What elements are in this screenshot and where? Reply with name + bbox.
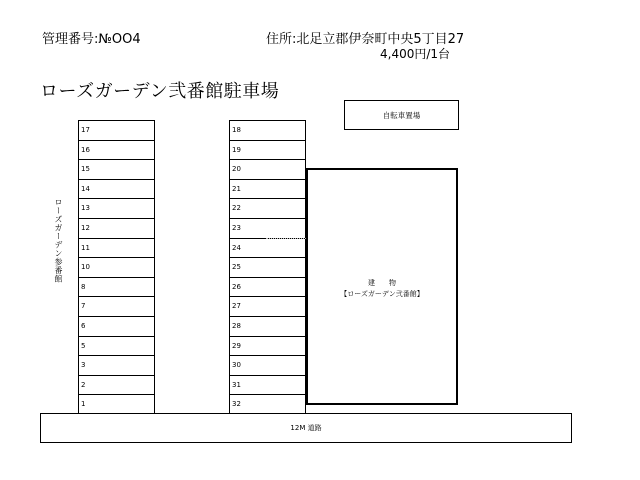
- parking-slot: 16: [79, 141, 154, 161]
- road: 12M 道路: [40, 413, 572, 443]
- building-name: 【ローズガーデン弐番館】: [340, 290, 424, 298]
- building: [306, 168, 458, 405]
- parking-slot: 28: [230, 317, 305, 337]
- parking-slot: 21: [230, 180, 305, 200]
- parking-slot: 6: [79, 317, 154, 337]
- parking-slot: 14: [79, 180, 154, 200]
- building-label: 建 物: [368, 279, 396, 287]
- parking-slot: 29: [230, 337, 305, 357]
- dotted-line: [266, 238, 306, 239]
- side-building-label: ローズガーデン参番館: [54, 198, 63, 283]
- parking-slot: 24: [230, 239, 305, 259]
- parking-column-right: [229, 120, 306, 415]
- parking-slot: 3: [79, 356, 154, 376]
- parking-slot: 27: [230, 297, 305, 317]
- parking-slot: 11: [79, 239, 154, 259]
- parking-slot: 15: [79, 160, 154, 180]
- parking-slot: 18: [230, 121, 305, 141]
- parking-slot: 8: [79, 278, 154, 298]
- parking-slot: 19: [230, 141, 305, 161]
- parking-slot: 7: [79, 297, 154, 317]
- parking-slot: 13: [79, 199, 154, 219]
- parking-slot: 22: [230, 199, 305, 219]
- parking-slot: 20: [230, 160, 305, 180]
- parking-slot: 23: [230, 219, 305, 239]
- parking-slot: 17: [79, 121, 154, 141]
- parking-slot: 32: [232, 400, 241, 409]
- parking-slot: 1: [81, 400, 86, 409]
- parking-slot: 2: [79, 376, 154, 396]
- management-number: 管理番号:№OO4: [42, 32, 141, 47]
- parking-column-left: [78, 120, 155, 415]
- parking-slot: 5: [79, 337, 154, 357]
- address: 住所:北足立郡伊奈町中央5丁目27: [266, 32, 465, 47]
- price: 4,400円/1台: [380, 47, 451, 61]
- parking-slot: 26: [230, 278, 305, 298]
- parking-slot: 25: [230, 258, 305, 278]
- parking-slot: 10: [79, 258, 154, 278]
- parking-slot: 30: [230, 356, 305, 376]
- page-title: ローズガーデン弐番館駐車場: [40, 81, 280, 102]
- parking-slot: 12: [79, 219, 154, 239]
- parking-slot: 31: [230, 376, 305, 396]
- bike-parking: 自転車置場: [344, 100, 459, 130]
